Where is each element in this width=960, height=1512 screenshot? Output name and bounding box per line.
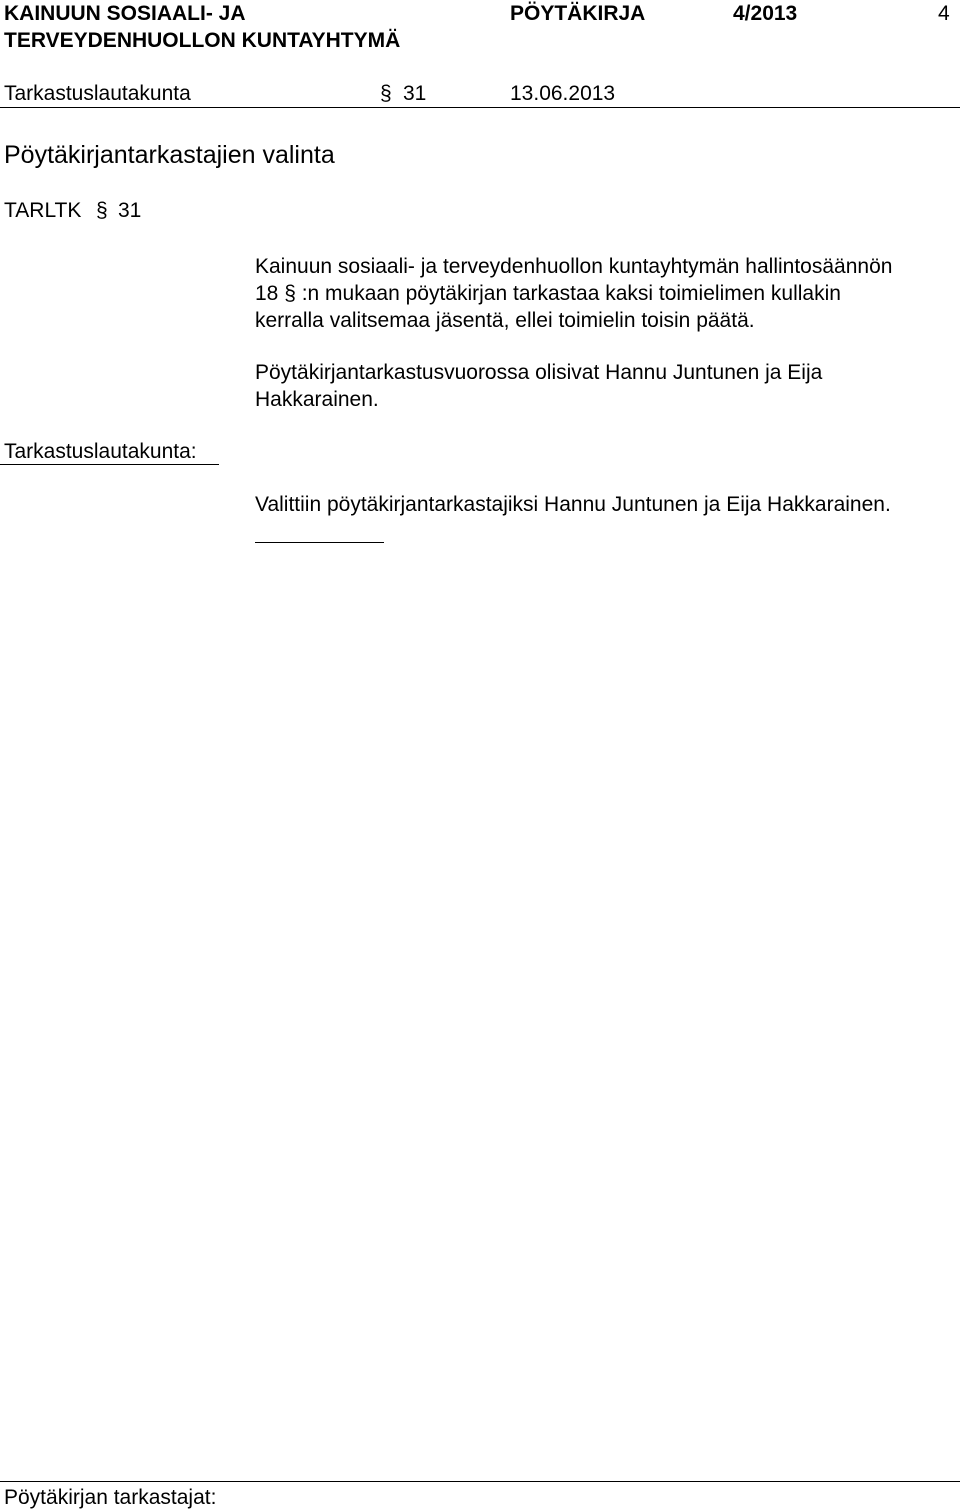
paragraph-rules [255,253,892,334]
section-number: 31 [403,82,427,105]
end-of-item-rule [255,542,384,543]
doc-number: 4/2013 [733,2,798,25]
org-name-line1: KAINUUN SOSIAALI- JA [4,2,246,25]
doc-type: PÖYTÄKIRJA [510,2,646,25]
paragraph-proposal-line: Pöytäkirjantarkastusvuorossa olisivat Hannu Juntunen ja Eija [255,361,823,384]
paragraph-proposal-line: Hakkarainen. [255,388,379,411]
item-ref-mark: § [96,199,108,222]
body-name: Tarkastuslautakunta [4,82,191,105]
decision-label: Tarkastuslautakunta: [4,440,197,463]
item-ref-number: 31 [118,199,142,222]
section-mark: § [380,82,392,105]
footer-rule [0,1481,960,1482]
signers-label: Pöytäkirjan tarkastajat: [4,1486,217,1509]
decision-label-rule [0,464,219,465]
page-number: 4 [938,2,950,25]
item-ref-code: TARLTK [4,199,82,222]
paragraph-rules-line: Kainuun sosiaali- ja terveydenhuollon kuntayhtymän hallintosäännön [255,255,893,278]
paragraph-rules-line: kerralla valitsemaa jäsentä, ellei toimielin toisin päätä. [255,309,755,332]
header-rule [0,107,960,108]
paragraph-proposal [255,359,822,413]
item-title: Pöytäkirjantarkastajien valinta [4,141,335,169]
decision-text: Valittiin pöytäkirjantarkastajiksi Hannu Juntunen ja Eija Hakkarainen. [255,493,891,516]
paragraph-rules-line: 18 § :n mukaan pöytäkirjan tarkastaa kaksi toimielimen kullakin [255,282,841,305]
org-name-line2: TERVEYDENHUOLLON KUNTAYHTYMÄ [4,29,401,52]
meeting-date: 13.06.2013 [510,82,616,105]
